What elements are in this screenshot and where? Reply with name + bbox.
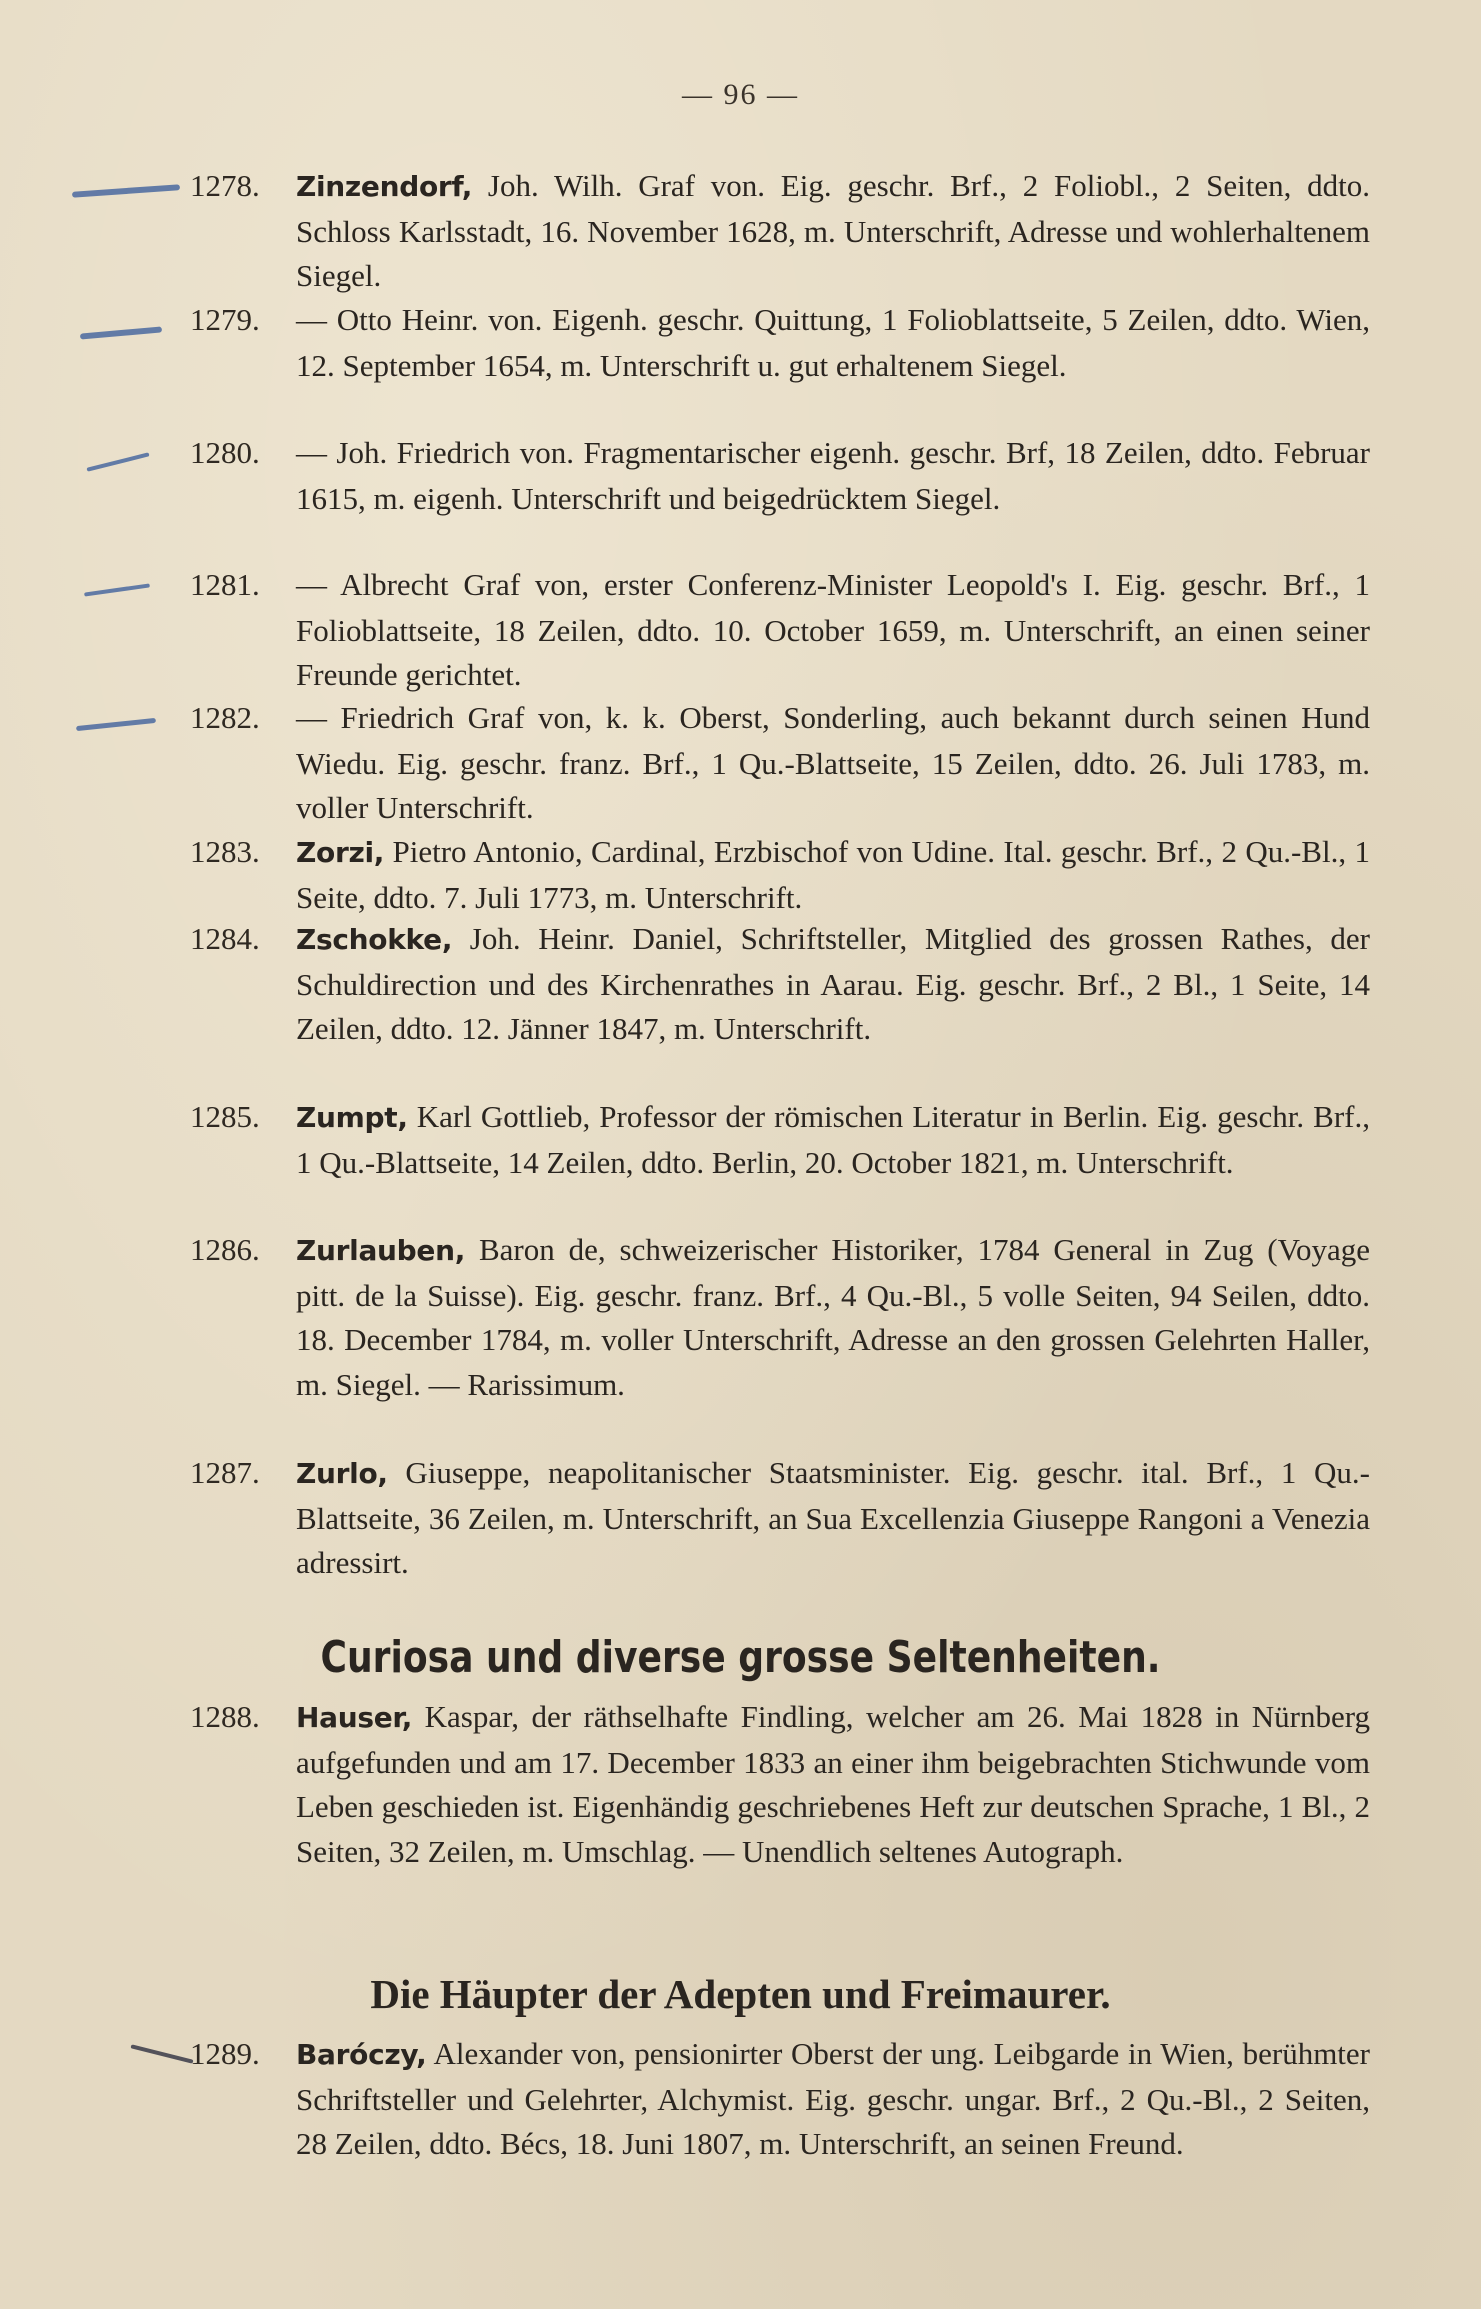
entry-description: Karl Gottlieb, Professor der römischen Literatur in Berlin. Eig. geschr. Brf., 1 Qu.-Blattseite, 14 Zeilen, ddto. Berlin, 20. October 1821, m. Unterschrift. xyxy=(296,1099,1370,1180)
pen-mark xyxy=(72,184,180,198)
entry-description: Joh. Wilh. Graf von. Eig. geschr. Brf., 2 Foliobl., 2 Seiten, ddto. Schloss Karlsstadt, 16. November 1628, m. Unterschrift, Adresse und wohlerhaltenem Siegel. xyxy=(296,168,1370,293)
section-heading-adepten: Die Häupter der Adepten und Freimaurer. xyxy=(370,1971,1111,2017)
entry-number: 1281. xyxy=(190,567,260,602)
entry-text xyxy=(296,563,1370,698)
entry-text xyxy=(296,830,1370,920)
entry-description: Giuseppe, neapolitanischer Staatsminister. Eig. geschr. ital. Brf., 1 Qu.-Blattseite, 36 Zeilen, m. Unterschrift, an Sua Excellenzia Giuseppe Rangoni a Venezia adressirt. xyxy=(296,1455,1370,1580)
entry-number: 1279. xyxy=(190,302,260,337)
entry-text xyxy=(296,696,1370,831)
entry-description: — Joh. Friedrich von. Fragmentarischer eigenh. geschr. Brf, 18 Zeilen, ddto. Februar 1615, m. eigenh. Unterschrift und beigedrücktem Siegel. xyxy=(296,435,1370,516)
entry-number: 1289. xyxy=(190,2036,260,2071)
entry-name: Zurlo, xyxy=(296,1457,388,1490)
entry-description: — Otto Heinr. von. Eigenh. geschr. Quittung, 1 Folioblattseite, 5 Zeilen, ddto. Wien, 12. September 1654, m. Unterschrift u. gut erhaltenem Siegel. xyxy=(296,302,1370,383)
entry-text xyxy=(296,2032,1370,2167)
entry-text xyxy=(296,917,1370,1052)
entry-text xyxy=(296,298,1370,388)
entry-description: Baron de, schweizerischer Historiker, 1784 General in Zug (Voyage pitt. de la Suisse). Eig. geschr. franz. Brf., 4 Qu.-Bl., 5 volle Seiten, 94 Seilen, ddto. 18. December 1784, m. voller Unterschrift, Adresse an den grossen Gelehrten Haller, m. Siegel. — Rarissimum. xyxy=(296,1232,1370,1402)
entry-name: Hauser, xyxy=(296,1701,413,1734)
entry-number: 1283. xyxy=(190,834,260,869)
entry-number: 1280. xyxy=(190,435,260,470)
entry-number: 1285. xyxy=(190,1099,260,1134)
entry-text xyxy=(296,1095,1370,1185)
entry-description: Joh. Heinr. Daniel, Schriftsteller, Mitglied des grossen Rathes, der Schuldirection und des Kirchenrathes in Aarau. Eig. geschr. Brf., 2 Bl., 1 Seite, 14 Zeilen, ddto. 12. Jänner 1847, m. Unterschrift. xyxy=(296,921,1370,1046)
entry-text xyxy=(296,1228,1370,1407)
entry-text xyxy=(296,164,1370,299)
entry-text xyxy=(296,1451,1370,1586)
pen-mark xyxy=(76,718,156,731)
entry-name: Zorzi, xyxy=(296,836,385,869)
entry-text xyxy=(296,431,1370,521)
entry-description: Pietro Antonio, Cardinal, Erzbischof von Udine. Ital. geschr. Brf., 2 Qu.-Bl., 1 Seite, ddto. 7. Juli 1773, m. Unterschrift. xyxy=(296,834,1370,915)
pen-mark xyxy=(86,452,149,471)
pen-mark xyxy=(84,583,150,596)
page-number: — 96 — xyxy=(682,78,799,111)
entry-description: Alexander von, pensionirter Oberst der ung. Leibgarde in Wien, berühmter Schriftsteller und Gelehrter, Alchymist. Eig. geschr. ungar. Brf., 2 Qu.-Bl., 2 Seiten, 28 Zeilen, ddto. Bécs, 18. Juni 1807, m. Unterschrift, an seinen Freund. xyxy=(296,2036,1370,2161)
entry-name: Baróczy, xyxy=(296,2038,427,2071)
entry-number: 1278. xyxy=(190,168,260,203)
entry-name: Zurlauben, xyxy=(296,1234,466,1267)
entry-number: 1287. xyxy=(190,1455,260,1490)
section-heading-curiosa: Curiosa und diverse grosse Seltenheiten. xyxy=(320,1632,1161,1683)
entry-number: 1286. xyxy=(190,1232,260,1267)
entry-number: 1288. xyxy=(190,1699,260,1734)
pen-mark xyxy=(80,326,162,339)
entry-number: 1284. xyxy=(190,921,260,956)
entry-name: Zumpt, xyxy=(296,1101,408,1134)
entry-description: — Friedrich Graf von, k. k. Oberst, Sonderling, auch bekannt durch seinen Hund Wiedu. Eig. geschr. franz. Brf., 1 Qu.-Blattseite, 15 Zeilen, ddto. 26. Juli 1783, m. voller Unterschrift. xyxy=(296,700,1370,825)
entry-description: — Albrecht Graf von, erster Conferenz-Minister Leopold's I. Eig. geschr. Brf., 1 Folioblattseite, 18 Zeilen, ddto. 10. October 1659, m. Unterschrift, an einen seiner Freunde gerichtet. xyxy=(296,567,1370,692)
entry-text xyxy=(296,1695,1370,1874)
entry-description: Kaspar, der räthselhafte Findling, welcher am 26. Mai 1828 in Nürnberg aufgefunden und am 17. December 1833 an einer ihm beigebrachten Stichwunde vom Leben geschieden ist. Eigenhändig geschriebenes Heft zur deutschen Sprache, 1 Bl., 2 Seiten, 32 Zeilen, m. Umschlag. — Unendlich seltenes Autograph. xyxy=(296,1699,1370,1869)
entry-name: Zinzendorf, xyxy=(296,170,473,203)
pen-mark xyxy=(130,2044,193,2063)
entry-name: Zschokke, xyxy=(296,923,453,956)
entry-number: 1282. xyxy=(190,700,260,735)
